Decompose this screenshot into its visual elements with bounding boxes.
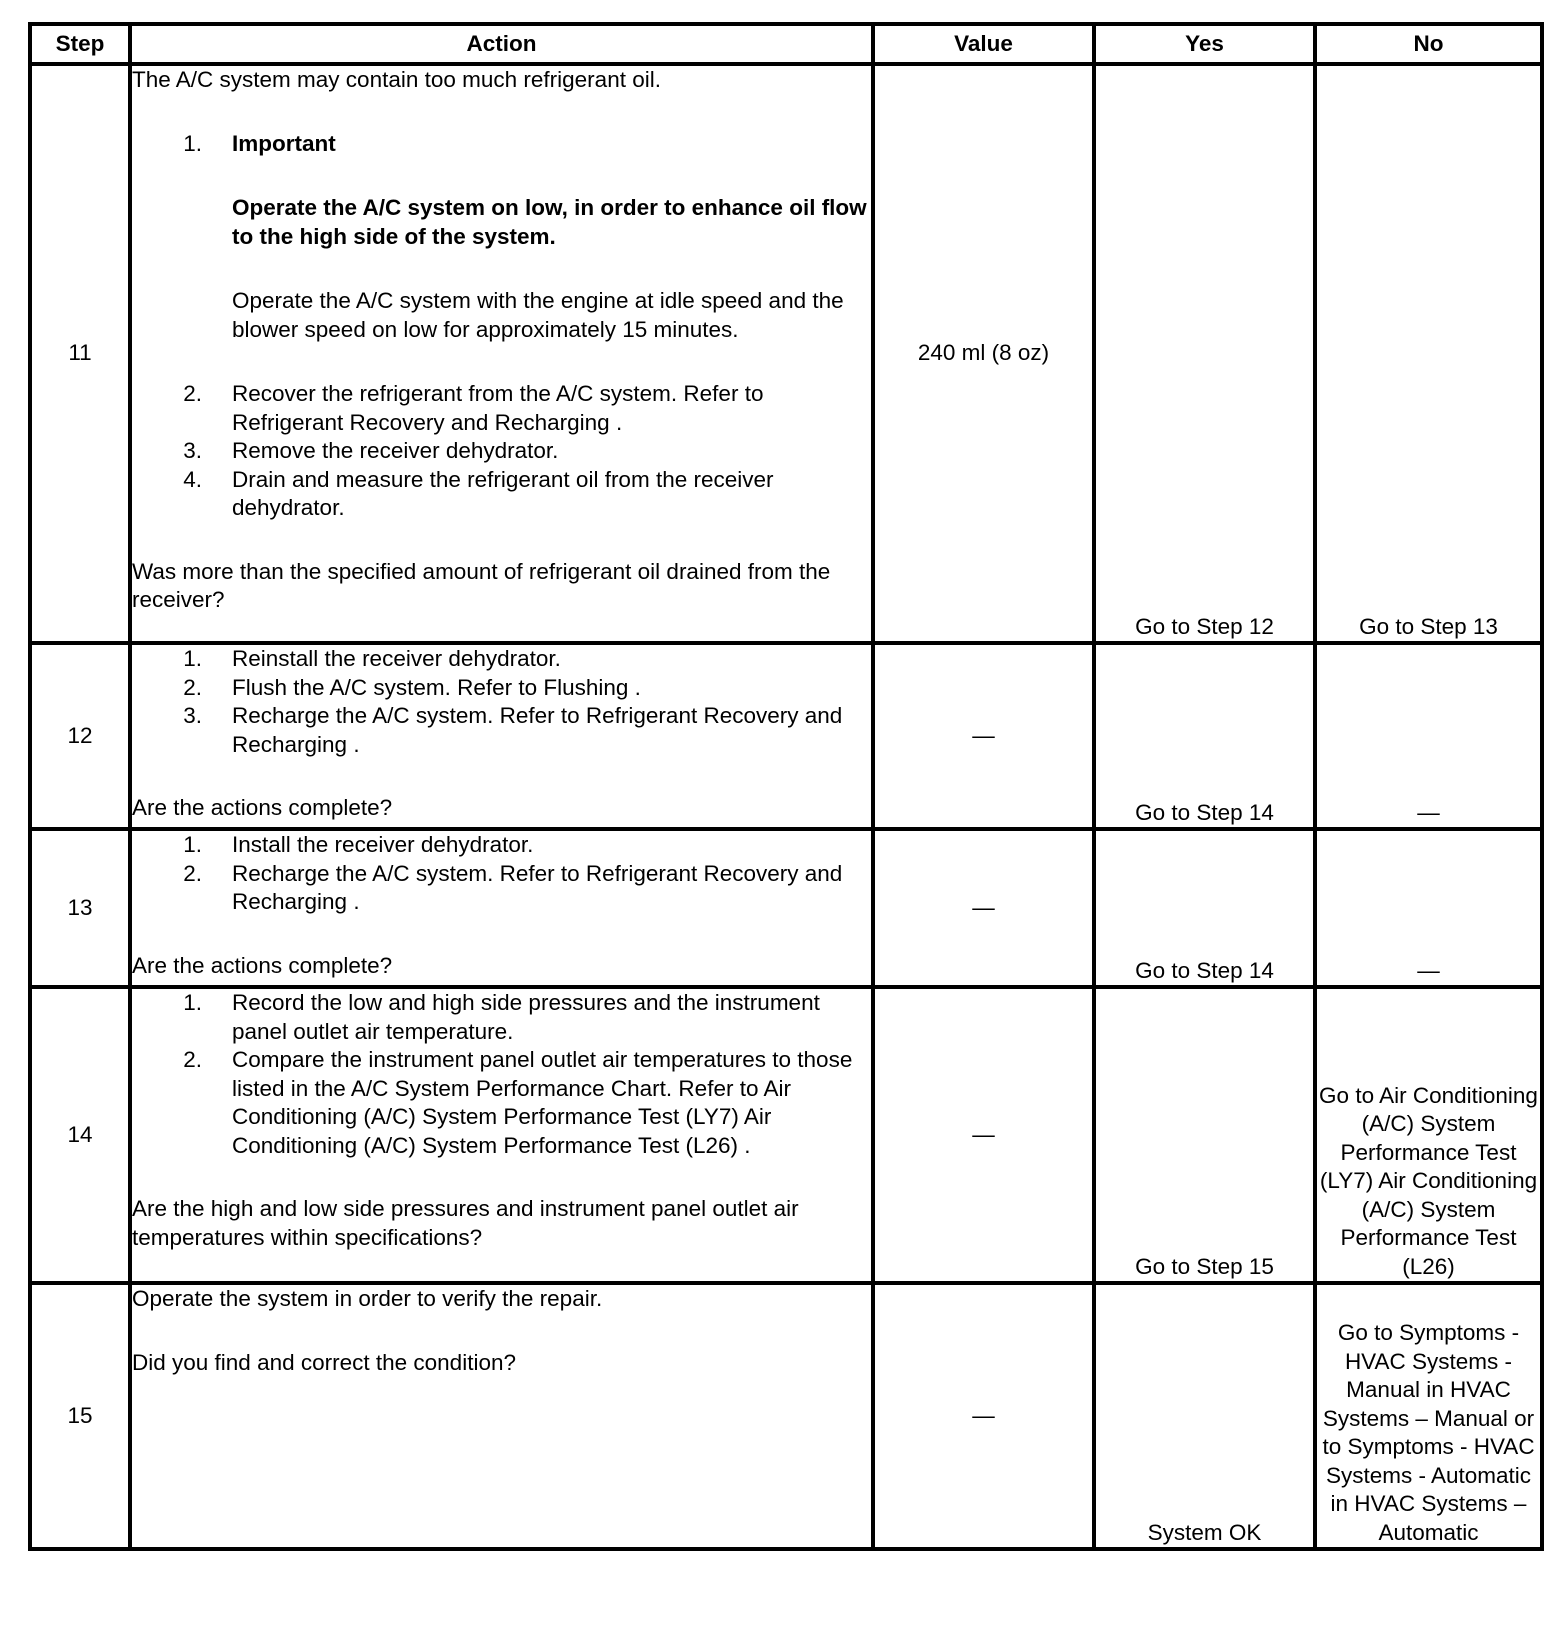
value-cell: 240 ml (8 oz): [873, 64, 1094, 643]
list-item-text: Operate the A/C system with the engine at idle speed and the blower speed on low for approximately 15 minutes.: [232, 288, 844, 342]
list-item-number: 3.: [183, 703, 202, 728]
action-list: [132, 831, 871, 917]
value-cell: —: [873, 643, 1094, 829]
yes-cell: Go to Step 12: [1094, 64, 1315, 643]
header-value: Value: [873, 24, 1094, 64]
action-question: Are the actions complete?: [132, 795, 393, 820]
list-item-number: 2.: [183, 381, 202, 406]
step-number: 15: [30, 1283, 130, 1549]
step-number: 12: [30, 643, 130, 829]
value-cell: —: [873, 987, 1094, 1283]
yes-cell: Go to Step 14: [1094, 643, 1315, 829]
action-list: [132, 645, 871, 759]
header-action: Action: [130, 24, 873, 64]
list-item-text: Compare the instrument panel outlet air temperatures to those listed in the A/C System Performance Chart. Refer to Air Conditioning (A/C) System Performance Test (LY7) Air Conditioning (A/C) System Performance Test (L26) .: [232, 1047, 853, 1158]
no-cell: Go to Step 13: [1315, 64, 1542, 643]
header-yes: Yes: [1094, 24, 1315, 64]
list-item: [132, 702, 871, 759]
action-cell: [130, 643, 873, 829]
list-item-text: Install the receiver dehydrator.: [232, 832, 534, 857]
table-row-step-15: [30, 1283, 1542, 1549]
list-item: [132, 466, 871, 523]
yes-cell: Go to Step 14: [1094, 829, 1315, 987]
list-item: [132, 989, 871, 1046]
list-item-number: 4.: [183, 466, 202, 492]
list-item-body: [232, 130, 871, 381]
yes-cell: System OK: [1094, 1283, 1315, 1549]
action-intro: Operate the system in order to verify the repair.: [132, 1286, 603, 1311]
list-item: [132, 380, 871, 437]
step-number: 11: [30, 64, 130, 643]
step-number: 14: [30, 987, 130, 1283]
list-item-text: Flush the A/C system. Refer to Flushing .: [232, 674, 641, 700]
action-question: Was more than the specified amount of refrigerant oil drained from the receiver?: [132, 558, 831, 612]
header-step: Step: [30, 24, 130, 64]
important-label: Important: [232, 130, 336, 156]
list-item-text: Record the low and high side pressures and the instrument panel outlet air temperature.: [232, 990, 820, 1044]
list-item-text: Remove the receiver dehydrator.: [232, 438, 559, 463]
action-cell: [130, 64, 873, 643]
list-item: [132, 437, 871, 466]
list-item-number: 3.: [183, 438, 202, 463]
action-list: [132, 130, 871, 523]
table-row-step-14: [30, 987, 1542, 1283]
no-cell: Go to Air Conditioning (A/C) System Performance Test (LY7) Air Conditioning (A/C) System Performance Test (L26): [1315, 987, 1542, 1283]
value-cell: —: [873, 1283, 1094, 1549]
step-number: 13: [30, 829, 130, 987]
list-item-number: 1.: [183, 832, 202, 857]
list-item-number: 1.: [183, 130, 202, 156]
list-item-number: 1.: [183, 990, 202, 1015]
list-item-number: 1.: [183, 646, 202, 671]
list-item: [132, 130, 871, 381]
value-cell: —: [873, 829, 1094, 987]
header-no: No: [1315, 24, 1542, 64]
no-cell: Go to Symptoms - HVAC Systems - Manual in HVAC Systems – Manual or to Symptoms - HVAC Systems - Automatic in HVAC Systems – Automatic: [1315, 1283, 1542, 1549]
list-item-text: Recharge the A/C system. Refer to Refrigerant Recovery and Recharging .: [232, 703, 843, 757]
action-list: [132, 989, 871, 1160]
action-intro: The A/C system may contain too much refrigerant oil.: [132, 67, 661, 92]
list-item-number: 2.: [183, 860, 202, 886]
action-cell: [130, 1283, 873, 1549]
no-cell: —: [1315, 643, 1542, 829]
table-row-step-13: [30, 829, 1542, 987]
action-question: Are the actions complete?: [132, 952, 393, 978]
list-item: [132, 831, 871, 860]
yes-cell: Go to Step 15: [1094, 987, 1315, 1283]
action-cell: [130, 829, 873, 987]
list-item: [132, 1046, 871, 1160]
list-item-text: Recover the refrigerant from the A/C system. Refer to Refrigerant Recovery and Recharging .: [232, 381, 764, 435]
list-item: [132, 860, 871, 917]
list-item-text: Drain and measure the refrigerant oil from the receiver dehydrator.: [232, 466, 774, 520]
list-item-text: Reinstall the receiver dehydrator.: [232, 646, 561, 671]
action-cell: [130, 987, 873, 1283]
list-item-text: Recharge the A/C system. Refer to Refrigerant Recovery and Recharging .: [232, 860, 843, 914]
table-row-step-11: [30, 64, 1542, 643]
table-row-step-12: [30, 643, 1542, 829]
no-cell: —: [1315, 829, 1542, 987]
header-row: [30, 24, 1542, 64]
list-item: [132, 674, 871, 703]
list-item-number: 2.: [183, 1047, 202, 1072]
diagnostic-table: [28, 22, 1544, 1551]
action-question: Are the high and low side pressures and instrument panel outlet air temperatures within specifications?: [132, 1196, 799, 1250]
important-note: Operate the A/C system on low, in order to enhance oil flow to the high side of the system.: [232, 195, 867, 249]
list-item-number: 2.: [183, 674, 202, 700]
action-question: Did you find and correct the condition?: [132, 1349, 516, 1375]
list-item: [132, 645, 871, 674]
